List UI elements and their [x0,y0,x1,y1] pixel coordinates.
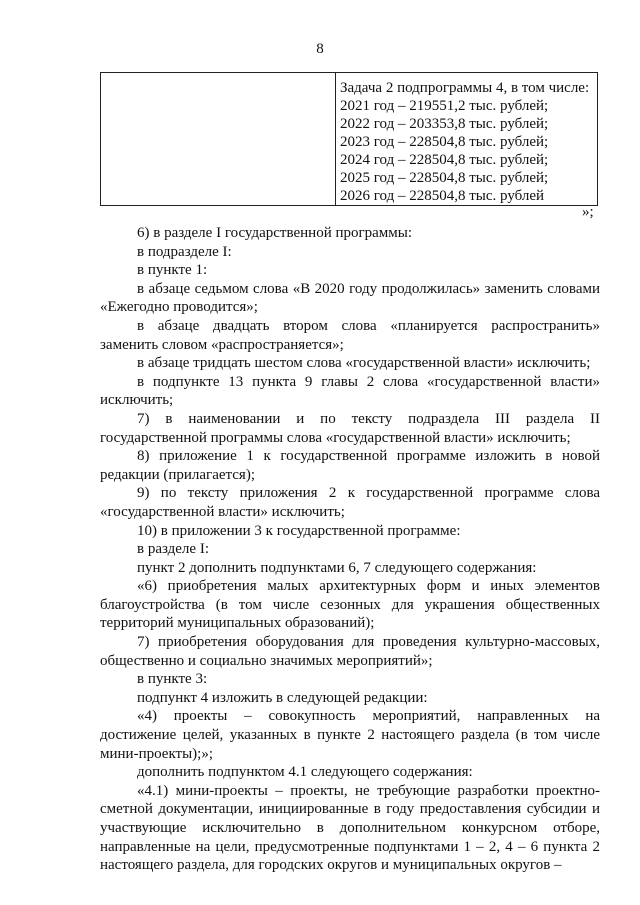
paragraph: в абзаце тридцать шестом слова «государственной власти» исключить; [137,355,591,372]
paragraph: 8) приложение 1 к государственной программе изложить в новой редакции (прилагается); [100,448,600,483]
paragraph: «6) приобретения малых архитектурных форм и иных элементов благоустройства (в том числе сезонных для украшения общественных территорий муниципальных образований); [100,578,600,632]
paragraph: пункт 2 дополнить подпунктами 6, 7 следующего содержания: [137,559,537,576]
table-line-2026: 2026 год – 228504,8 тыс. рублей [340,188,545,204]
paragraph: в разделе I: [137,541,209,558]
paragraph: дополнить подпунктом 4.1 следующего содержания: [137,764,473,781]
closing-quote: »; [582,204,594,220]
paragraph: подпункт 4 изложить в следующей редакции: [137,689,428,706]
paragraph: 6) в разделе I государственной программы: [137,225,413,241]
paragraph: 9) по тексту приложения 2 к государственной программе слова «государственной власти» исключить; [100,485,600,520]
table-line-2022: 2022 год – 203353,8 тыс. рублей; [340,116,549,132]
paragraph: 7) приобретения оборудования для проведения культурно-массовых, общественно и социально значимых мероприятий»; [100,634,600,669]
table-cell-funding [336,73,598,206]
document-body [100,224,600,875]
paragraph: в подпункте 13 пункта 9 главы 2 слова «государственной власти» исключить; [100,373,600,409]
table-line-2021: 2021 год – 219551,2 тыс. рублей; [340,98,549,114]
funding-table [100,72,598,206]
paragraph: 10) в приложении 3 к государственной программе: [137,522,461,539]
paragraph: «4.1) мини-проекты – проекты, не требующие разработки проектно-сметной документации, инициированные в году предоставления субсидии и участвующие исключительно в дополнительном конкурсном отборе, направленные на цели, предусмотренные подпунктами 1 – 2, 4 – 6 пункта 2 настоящего раздела, для городских округов и муниципальных округов – [100,782,600,874]
paragraph: в абзаце двадцать втором слова «планируется распространить» заменить словом «распространяется»; [100,317,600,353]
paragraph: 7) в наименовании и по тексту подраздела III раздела II государственной программы слова «государственной власти» исключить; [100,410,600,446]
paragraph: в пункте 3: [137,671,208,688]
table-row [101,73,598,206]
table-line-heading: Задача 2 подпрограммы 4, в том числе: [340,80,590,96]
table-line-2023: 2023 год – 228504,8 тыс. рублей; [340,134,549,150]
table-cell-empty [101,73,336,206]
table-line-2024: 2024 год – 228504,8 тыс. рублей; [340,152,549,168]
page-number: 8 [316,41,324,57]
paragraph: в подразделе I: [137,243,232,260]
paragraph: в пункте 1: [137,262,208,279]
table-line-2025: 2025 год – 228504,8 тыс. рублей; [340,170,549,186]
paragraph: «4) проекты – совокупность мероприятий, направленных на достижение целей, указанных в пункте 2 настоящего раздела (в том числе мини-проекты);»; [100,708,600,762]
paragraph: в абзаце седьмом слова «В 2020 году продолжилась» заменить словами «Ежегодно проводится»; [100,280,600,316]
